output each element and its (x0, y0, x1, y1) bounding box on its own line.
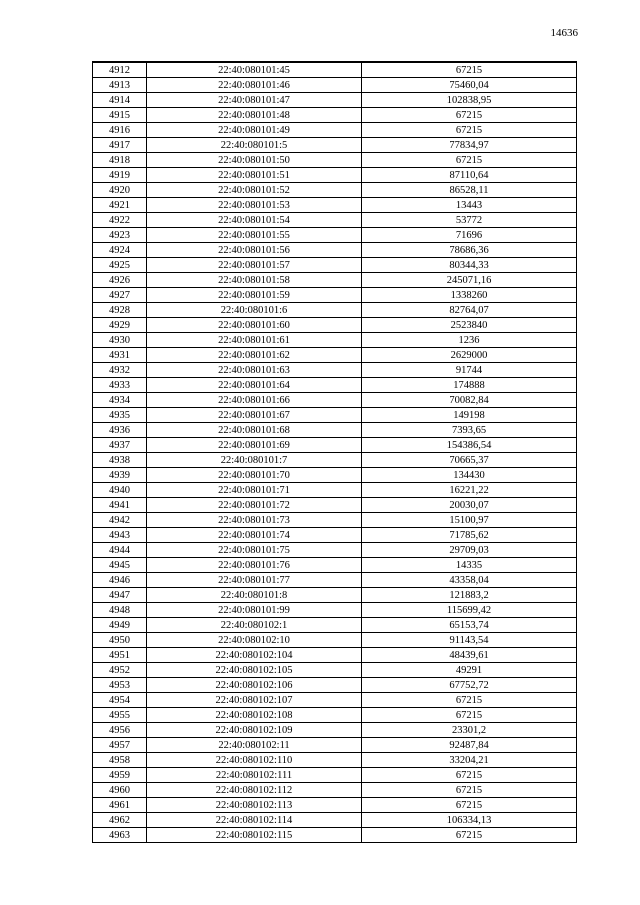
cadastral-value-cell: 67215 (362, 62, 577, 78)
table-row (93, 573, 577, 588)
cadastral-number-cell: 22:40:080102:10 (147, 633, 362, 648)
table-row (93, 93, 577, 108)
cadastral-number-cell: 22:40:080101:76 (147, 558, 362, 573)
row-number-cell: 4929 (93, 318, 147, 333)
row-number-cell: 4955 (93, 708, 147, 723)
cadastral-number-cell: 22:40:080101:77 (147, 573, 362, 588)
cadastral-number-cell: 22:40:080101:59 (147, 288, 362, 303)
row-number-cell: 4946 (93, 573, 147, 588)
row-number-cell: 4942 (93, 513, 147, 528)
table-row (93, 618, 577, 633)
row-number-cell: 4925 (93, 258, 147, 273)
row-number-cell: 4958 (93, 753, 147, 768)
cadastral-value-cell: 80344,33 (362, 258, 577, 273)
cadastral-number-cell: 22:40:080101:68 (147, 423, 362, 438)
cadastral-value-cell: 75460,04 (362, 78, 577, 93)
cadastral-number-cell: 22:40:080101:60 (147, 318, 362, 333)
table-row (93, 138, 577, 153)
cadastral-number-cell: 22:40:080102:11 (147, 738, 362, 753)
table-row (93, 273, 577, 288)
row-number-cell: 4915 (93, 108, 147, 123)
cadastral-value-cell: 67215 (362, 108, 577, 123)
cadastral-value-cell: 67215 (362, 123, 577, 138)
cadastral-number-cell: 22:40:080101:55 (147, 228, 362, 243)
cadastral-value-cell: 245071,16 (362, 273, 577, 288)
row-number-cell: 4914 (93, 93, 147, 108)
row-number-cell: 4947 (93, 588, 147, 603)
cadastral-number-cell: 22:40:080101:61 (147, 333, 362, 348)
cadastral-value-cell: 91143,54 (362, 633, 577, 648)
cadastral-number-cell: 22:40:080102:109 (147, 723, 362, 738)
table-row (93, 123, 577, 138)
table-row (93, 528, 577, 543)
cadastral-value-cell: 67215 (362, 768, 577, 783)
table-row (93, 483, 577, 498)
cadastral-number-cell: 22:40:080101:6 (147, 303, 362, 318)
cadastral-number-cell: 22:40:080102:104 (147, 648, 362, 663)
row-number-cell: 4920 (93, 183, 147, 198)
row-number-cell: 4928 (93, 303, 147, 318)
table-row (93, 738, 577, 753)
table-row (93, 588, 577, 603)
table-row (93, 468, 577, 483)
cadastral-value-cell: 70082,84 (362, 393, 577, 408)
row-number-cell: 4931 (93, 348, 147, 363)
table-row (93, 498, 577, 513)
cadastral-value-cell: 71785,62 (362, 528, 577, 543)
table-row (93, 62, 577, 78)
cadastral-number-cell: 22:40:080102:111 (147, 768, 362, 783)
row-number-cell: 4918 (93, 153, 147, 168)
table-row (93, 228, 577, 243)
cadastral-value-cell: 78686,36 (362, 243, 577, 258)
cadastral-value-cell: 65153,74 (362, 618, 577, 633)
cadastral-value-cell: 154386,54 (362, 438, 577, 453)
row-number-cell: 4934 (93, 393, 147, 408)
cadastral-number-cell: 22:40:080102:110 (147, 753, 362, 768)
table-row (93, 198, 577, 213)
cadastral-value-cell: 2523840 (362, 318, 577, 333)
table-row (93, 648, 577, 663)
cadastral-number-cell: 22:40:080101:51 (147, 168, 362, 183)
cadastral-number-cell: 22:40:080101:46 (147, 78, 362, 93)
table-row (93, 303, 577, 318)
row-number-cell: 4938 (93, 453, 147, 468)
cadastral-value-cell: 2629000 (362, 348, 577, 363)
row-number-cell: 4923 (93, 228, 147, 243)
cadastral-number-cell: 22:40:080101:63 (147, 363, 362, 378)
cadastral-value-cell: 29709,03 (362, 543, 577, 558)
cadastral-number-cell: 22:40:080102:115 (147, 828, 362, 843)
table-row (93, 288, 577, 303)
cadastral-value-cell: 67215 (362, 783, 577, 798)
cadastral-value-cell: 149198 (362, 408, 577, 423)
cadastral-number-cell: 22:40:080101:66 (147, 393, 362, 408)
table-row (93, 363, 577, 378)
cadastral-value-cell: 174888 (362, 378, 577, 393)
row-number-cell: 4917 (93, 138, 147, 153)
table-body (93, 62, 577, 843)
table-row (93, 183, 577, 198)
cadastral-number-cell: 22:40:080101:49 (147, 123, 362, 138)
row-number-cell: 4922 (93, 213, 147, 228)
row-number-cell: 4962 (93, 813, 147, 828)
cadastral-value-cell: 33204,21 (362, 753, 577, 768)
cadastral-value-table (92, 61, 577, 843)
cadastral-value-cell: 77834,97 (362, 138, 577, 153)
cadastral-number-cell: 22:40:080101:8 (147, 588, 362, 603)
cadastral-number-cell: 22:40:080101:57 (147, 258, 362, 273)
cadastral-value-cell: 48439,61 (362, 648, 577, 663)
row-number-cell: 4954 (93, 693, 147, 708)
cadastral-number-cell: 22:40:080101:7 (147, 453, 362, 468)
cadastral-value-cell: 67215 (362, 798, 577, 813)
cadastral-value-cell: 20030,07 (362, 498, 577, 513)
cadastral-number-cell: 22:40:080101:52 (147, 183, 362, 198)
cadastral-number-cell: 22:40:080101:5 (147, 138, 362, 153)
row-number-cell: 4957 (93, 738, 147, 753)
table-row (93, 783, 577, 798)
cadastral-value-cell: 49291 (362, 663, 577, 678)
row-number-cell: 4933 (93, 378, 147, 393)
cadastral-value-cell: 92487,84 (362, 738, 577, 753)
cadastral-number-cell: 22:40:080102:1 (147, 618, 362, 633)
row-number-cell: 4963 (93, 828, 147, 843)
table-row (93, 768, 577, 783)
cadastral-number-cell: 22:40:080101:64 (147, 378, 362, 393)
table-row (93, 378, 577, 393)
cadastral-value-cell: 87110,64 (362, 168, 577, 183)
table-row (93, 348, 577, 363)
row-number-cell: 4956 (93, 723, 147, 738)
table-row (93, 423, 577, 438)
cadastral-number-cell: 22:40:080101:67 (147, 408, 362, 423)
row-number-cell: 4943 (93, 528, 147, 543)
cadastral-value-cell: 16221,22 (362, 483, 577, 498)
row-number-cell: 4944 (93, 543, 147, 558)
row-number-cell: 4913 (93, 78, 147, 93)
table-row (93, 603, 577, 618)
cadastral-number-cell: 22:40:080102:106 (147, 678, 362, 693)
cadastral-number-cell: 22:40:080101:71 (147, 483, 362, 498)
row-number-cell: 4932 (93, 363, 147, 378)
cadastral-number-cell: 22:40:080101:72 (147, 498, 362, 513)
cadastral-value-cell: 23301,2 (362, 723, 577, 738)
cadastral-number-cell: 22:40:080101:45 (147, 62, 362, 78)
table-row (93, 438, 577, 453)
table-row (93, 828, 577, 843)
row-number-cell: 4952 (93, 663, 147, 678)
row-number-cell: 4927 (93, 288, 147, 303)
table-row (93, 513, 577, 528)
row-number-cell: 4941 (93, 498, 147, 513)
row-number-cell: 4916 (93, 123, 147, 138)
row-number-cell: 4940 (93, 483, 147, 498)
cadastral-value-cell: 67215 (362, 708, 577, 723)
cadastral-number-cell: 22:40:080101:48 (147, 108, 362, 123)
cadastral-number-cell: 22:40:080101:58 (147, 273, 362, 288)
row-number-cell: 4930 (93, 333, 147, 348)
cadastral-value-cell: 106334,13 (362, 813, 577, 828)
row-number-cell: 4937 (93, 438, 147, 453)
table-row (93, 318, 577, 333)
table-row (93, 558, 577, 573)
row-number-cell: 4949 (93, 618, 147, 633)
cadastral-value-cell: 7393,65 (362, 423, 577, 438)
cadastral-number-cell: 22:40:080102:105 (147, 663, 362, 678)
cadastral-value-cell: 115699,42 (362, 603, 577, 618)
cadastral-number-cell: 22:40:080101:75 (147, 543, 362, 558)
cadastral-number-cell: 22:40:080102:114 (147, 813, 362, 828)
cadastral-number-cell: 22:40:080101:74 (147, 528, 362, 543)
cadastral-value-cell: 14335 (362, 558, 577, 573)
row-number-cell: 4924 (93, 243, 147, 258)
cadastral-number-cell: 22:40:080102:113 (147, 798, 362, 813)
cadastral-value-cell: 71696 (362, 228, 577, 243)
cadastral-value-cell: 53772 (362, 213, 577, 228)
row-number-cell: 4953 (93, 678, 147, 693)
table-row (93, 243, 577, 258)
row-number-cell: 4950 (93, 633, 147, 648)
table-row (93, 408, 577, 423)
cadastral-number-cell: 22:40:080101:73 (147, 513, 362, 528)
table-row (93, 813, 577, 828)
page-number: 14636 (550, 27, 578, 39)
cadastral-value-cell: 1236 (362, 333, 577, 348)
row-number-cell: 4919 (93, 168, 147, 183)
cadastral-value-cell: 67215 (362, 153, 577, 168)
cadastral-number-cell: 22:40:080102:108 (147, 708, 362, 723)
cadastral-value-cell: 67215 (362, 693, 577, 708)
cadastral-number-cell: 22:40:080101:54 (147, 213, 362, 228)
row-number-cell: 4921 (93, 198, 147, 213)
table-row (93, 543, 577, 558)
row-number-cell: 4935 (93, 408, 147, 423)
cadastral-value-cell: 1338260 (362, 288, 577, 303)
cadastral-number-cell: 22:40:080101:56 (147, 243, 362, 258)
cadastral-number-cell: 22:40:080102:112 (147, 783, 362, 798)
row-number-cell: 4945 (93, 558, 147, 573)
cadastral-number-cell: 22:40:080101:50 (147, 153, 362, 168)
table-row (93, 258, 577, 273)
cadastral-number-cell: 22:40:080101:70 (147, 468, 362, 483)
row-number-cell: 4926 (93, 273, 147, 288)
cadastral-number-cell: 22:40:080101:69 (147, 438, 362, 453)
table-row (93, 108, 577, 123)
table-row (93, 723, 577, 738)
table-row (93, 333, 577, 348)
cadastral-value-cell: 121883,2 (362, 588, 577, 603)
row-number-cell: 4960 (93, 783, 147, 798)
row-number-cell: 4948 (93, 603, 147, 618)
table-row (93, 798, 577, 813)
cadastral-value-cell: 43358,04 (362, 573, 577, 588)
row-number-cell: 4959 (93, 768, 147, 783)
table-row (93, 708, 577, 723)
table-row (93, 678, 577, 693)
table-row (93, 213, 577, 228)
table-row (93, 633, 577, 648)
cadastral-value-cell: 15100,97 (362, 513, 577, 528)
table-row (93, 663, 577, 678)
cadastral-value-cell: 67215 (362, 828, 577, 843)
table-row (93, 78, 577, 93)
cadastral-number-cell: 22:40:080101:62 (147, 348, 362, 363)
cadastral-value-cell: 82764,07 (362, 303, 577, 318)
cadastral-number-cell: 22:40:080101:53 (147, 198, 362, 213)
row-number-cell: 4951 (93, 648, 147, 663)
table-row (93, 453, 577, 468)
cadastral-number-cell: 22:40:080101:99 (147, 603, 362, 618)
cadastral-value-cell: 91744 (362, 363, 577, 378)
row-number-cell: 4936 (93, 423, 147, 438)
cadastral-number-cell: 22:40:080101:47 (147, 93, 362, 108)
cadastral-value-cell: 86528,11 (362, 183, 577, 198)
table-row (93, 393, 577, 408)
cadastral-value-cell: 67752,72 (362, 678, 577, 693)
cadastral-value-cell: 13443 (362, 198, 577, 213)
cadastral-value-cell: 102838,95 (362, 93, 577, 108)
cadastral-number-cell: 22:40:080102:107 (147, 693, 362, 708)
row-number-cell: 4912 (93, 62, 147, 78)
cadastral-value-cell: 70665,37 (362, 453, 577, 468)
table-row (93, 168, 577, 183)
row-number-cell: 4939 (93, 468, 147, 483)
row-number-cell: 4961 (93, 798, 147, 813)
cadastral-value-cell: 134430 (362, 468, 577, 483)
table-row (93, 693, 577, 708)
table-row (93, 753, 577, 768)
table-row (93, 153, 577, 168)
